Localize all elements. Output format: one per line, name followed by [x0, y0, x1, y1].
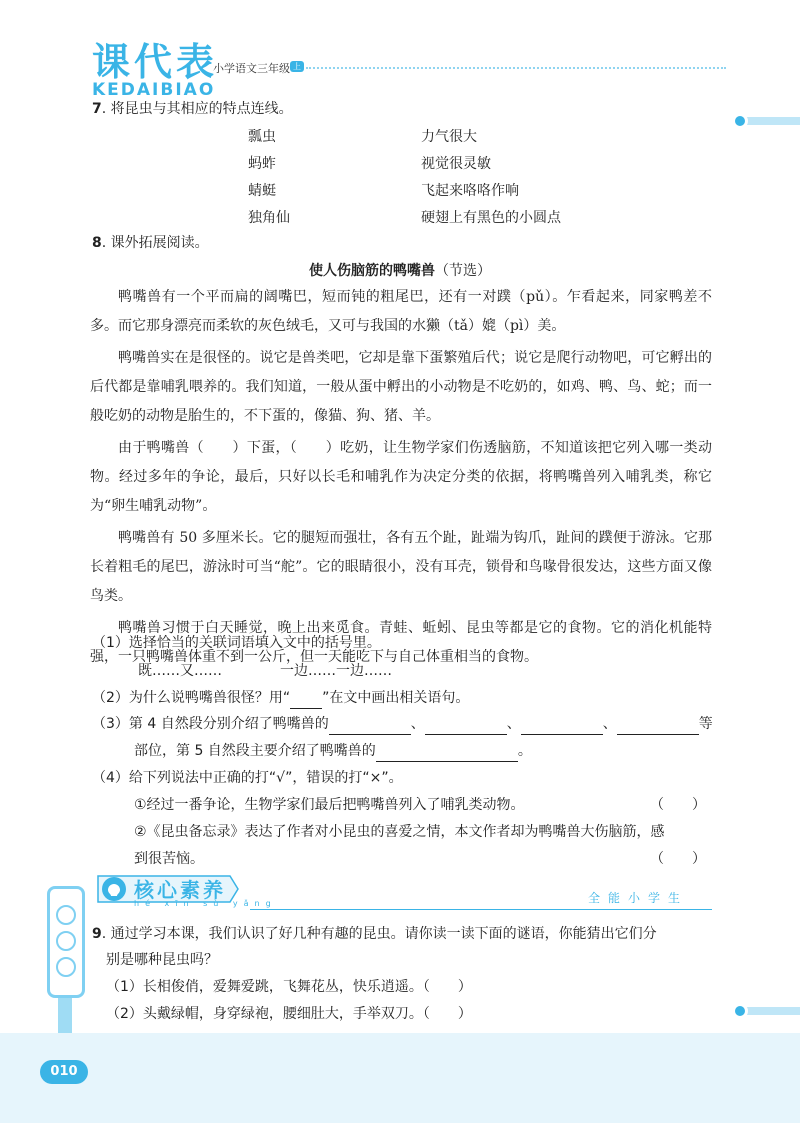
passage-paragraph: 由于鸭嘴兽（ ）下蛋，（ ）吃奶，让生物学家们伤透脑筋，不知道该把它列入哪一类动物。经过多年的争论，最后，只好以长毛和哺乳作为决定分类的依据，将鸭嘴兽列入哺乳类，称它为“卵生哺乳动物”。: [90, 440, 712, 514]
insect-name: 独角仙: [248, 210, 290, 226]
margin-dot: [732, 113, 748, 129]
passage-paragraph: 鸭嘴兽有一个平而扁的阔嘴巴，短而钝的粗尾巴，还有一对蹼（pǔ）。乍看起来，同家鸭差不多。而它那身漂亮而柔软的灰色绒毛，又可与我国的水獭（tǎ）媲（pì）美。: [90, 289, 712, 334]
question-number: 9: [92, 926, 102, 942]
question-text: . 将昆虫与其相应的特点连线。: [101, 101, 293, 117]
subquestion-2-text: （2）为什么说鸭嘴兽很怪？用“: [92, 690, 291, 706]
subquestion-2: [92, 687, 469, 709]
question-text: . 课外拓展阅读。: [101, 235, 209, 251]
subquestion-3: [92, 713, 713, 735]
core-pinyin: hé xīn sù yǎng: [134, 899, 277, 908]
lamp: [56, 905, 76, 925]
separator: 、: [602, 716, 617, 732]
connective-option: 既……又……: [138, 663, 222, 679]
question-9: [92, 923, 657, 945]
question-8: [92, 232, 209, 254]
question-text: . 通过学习本课，我们认识了好几种有趣的昆虫。请你读一读下面的谜语，你能猜出它们分: [101, 926, 657, 942]
lamp: [56, 957, 76, 977]
question-number: 7: [92, 101, 102, 117]
brand-pinyin: KEDAIBIAO: [92, 80, 216, 100]
core-divider: [250, 909, 712, 910]
riddle-1: （1）长相俊俏，爱舞爱跳，飞舞花丛，快乐逍遥。（ ）: [106, 979, 472, 995]
period: 。: [517, 743, 532, 759]
connective-option: 一边……一边……: [280, 663, 392, 679]
passage-title: [0, 260, 800, 280]
core-title: 核心素养: [134, 878, 226, 902]
passage-title-text: 使人伤脑筋的鸭嘴兽: [309, 263, 435, 279]
underline-mark: [290, 692, 322, 709]
footer-band: [0, 1033, 800, 1123]
brand-title: 课代表: [92, 40, 219, 84]
grade-subtitle: 小学语文三年级: [213, 62, 290, 75]
insect-name: 瓢虫: [248, 129, 276, 145]
answer-parentheses[interactable]: （ ）: [650, 797, 706, 813]
question-7: [92, 98, 293, 120]
bulb-icon: [104, 881, 120, 897]
margin-dot: [732, 1003, 748, 1019]
statement-1: ①经过一番争论，生物学家们最后把鸭嘴兽列入了哺乳类动物。: [134, 797, 525, 813]
subquestion-2-text-end: ”在文中画出相关语句。: [322, 690, 470, 706]
insect-feature: 硬翅上有黑色的小圆点: [421, 210, 561, 226]
separator: 、: [506, 716, 521, 732]
subquestion-3-text-end: 等: [698, 716, 713, 732]
separator: 、: [410, 716, 425, 732]
answer-blank[interactable]: [425, 718, 507, 735]
statement-2-cont: 到很苦恼。: [134, 851, 204, 867]
question-9-cont: 别是哪种昆虫吗？: [106, 952, 218, 968]
passage-paragraph: 鸭嘴兽实在是很怪的。说它是兽类吧，它却是靠下蛋繁殖后代；说它是爬行动物吧，可它孵出的后代都是靠哺乳喂养的。我们知道，一般从蛋中孵出的小动物是不吃奶的，如鸡、鸭、鸟、蛇；而一般吃奶的动物是胎生的，不下蛋的，像猫、狗、猪、羊。: [90, 350, 712, 424]
answer-blank[interactable]: [617, 718, 699, 735]
subquestion-1: （1）选择恰当的关联词语填入文中的括号里。: [92, 635, 381, 651]
insect-feature: 力气很大: [421, 129, 477, 145]
riddle-2: （2）头戴绿帽，身穿绿袍，腰细肚大，手举双刀。（ ）: [106, 1006, 472, 1022]
lamp: [56, 931, 76, 951]
subquestion-3-line2: [134, 740, 532, 762]
passage-title-note: （节选）: [435, 263, 491, 279]
answer-parentheses[interactable]: （ ）: [650, 851, 706, 867]
passage-paragraph: 鸭嘴兽有 50 多厘米长。它的腿短而强壮，各有五个趾，趾端为钩爪，趾间的蹼便于游泳。它那长着粗毛的尾巴，游泳时可当“舵”。它的眼睛很小，没有耳壳，锁骨和鸟喙骨很发达，这些方面又像鸟类。: [90, 530, 712, 604]
insect-name: 蜻蜓: [248, 183, 276, 199]
answer-blank[interactable]: [521, 718, 603, 735]
core-tagline: 全能小学生: [588, 891, 689, 905]
subquestion-3-text: 部位，第 5 自然段主要介绍了鸭嘴兽的: [134, 743, 376, 759]
passage: [90, 283, 712, 672]
traffic-light-icon: [47, 886, 85, 998]
subquestion-4: （4）给下列说法中正确的打“√”，错误的打“×”。: [92, 770, 403, 786]
page-number: 010: [40, 1060, 88, 1084]
question-number: 8: [92, 235, 102, 251]
header-divider: [306, 67, 726, 69]
insect-name: 蚂蚱: [248, 156, 276, 172]
volume-badge: 上: [290, 61, 304, 72]
answer-blank[interactable]: [376, 745, 518, 762]
insect-feature: 视觉很灵敏: [421, 156, 491, 172]
subquestion-3-text: （3）第 4 自然段分别介绍了鸭嘴兽的: [92, 716, 329, 732]
answer-blank[interactable]: [329, 718, 411, 735]
statement-2: ②《昆虫备忘录》表达了作者对小昆虫的喜爱之情，本文作者却为鸭嘴兽大伤脑筋，感: [134, 824, 665, 840]
insect-feature: 飞起来咯咯作响: [421, 183, 519, 199]
passage-paragraph: 鸭嘴兽习惯于白天睡觉，晚上出来觅食。青蛙、蚯蚓、昆虫等都是它的食物。它的消化机能特强，一只鸭嘴兽体重不到一公斤，但一天能吃下与自己体重相当的食物。: [90, 620, 712, 665]
